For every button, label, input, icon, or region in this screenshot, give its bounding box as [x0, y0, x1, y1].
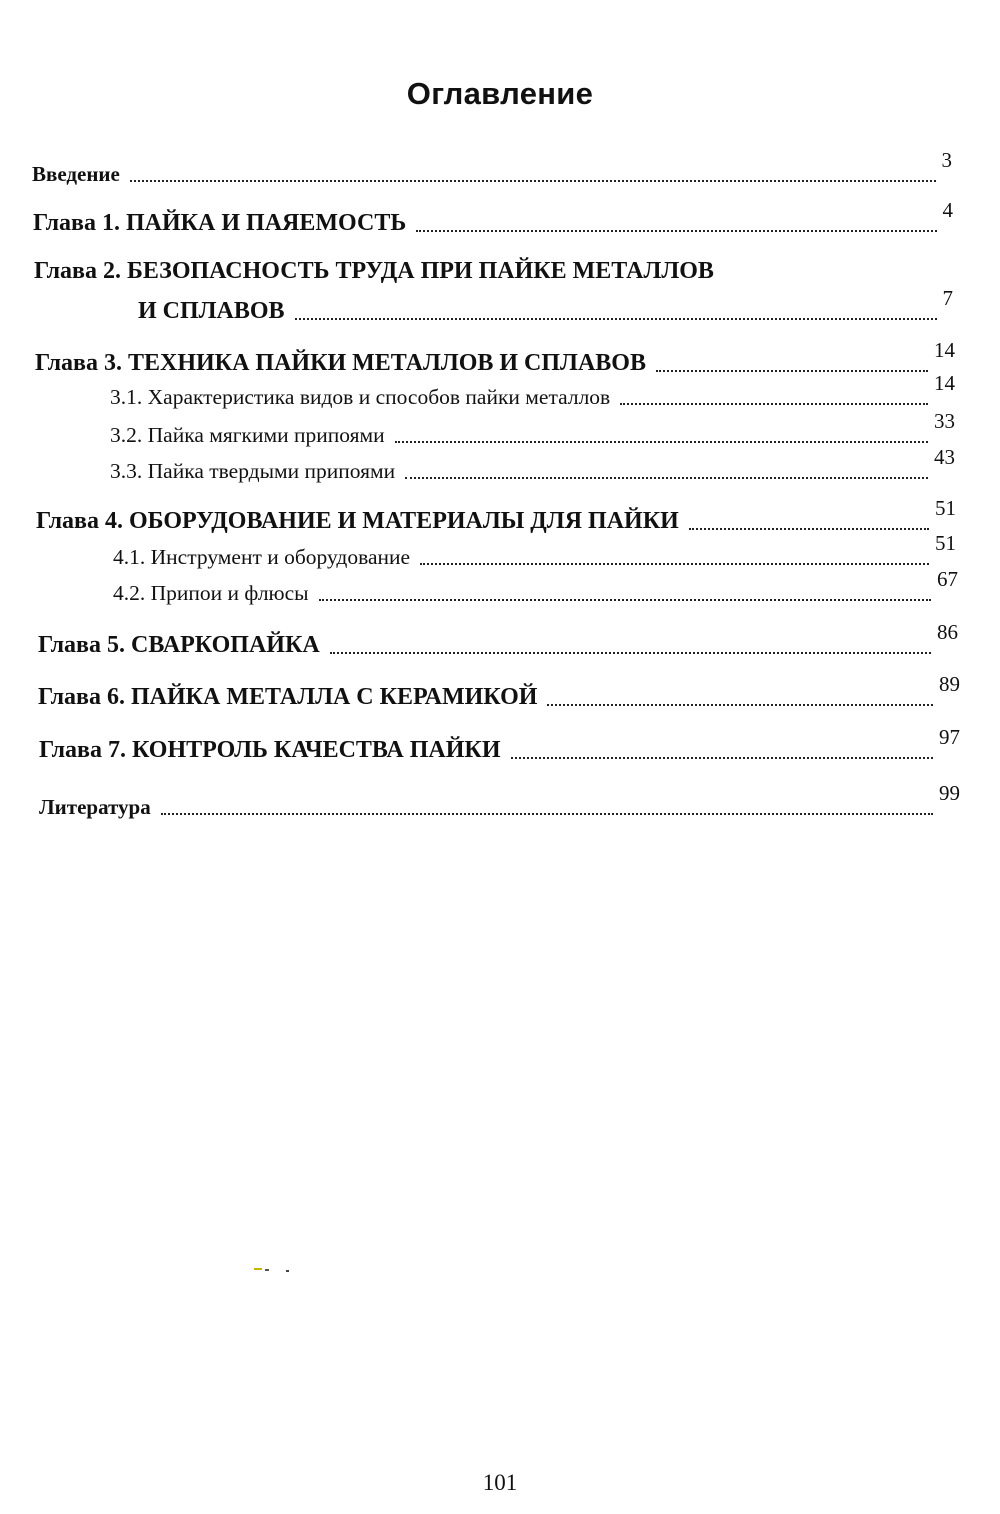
toc-entry-literature[interactable]: [39, 781, 960, 820]
toc-entry-page: 99: [939, 781, 960, 805]
toc-dot-leader: [161, 813, 933, 815]
toc-dot-leader: [656, 370, 928, 372]
toc-dot-leader: [620, 403, 928, 405]
toc-entry-label: Глава 4. ОБОРУДОВАНИЕ И МАТЕРИАЛЫ ДЛЯ ПАЙКИ: [36, 508, 679, 534]
toc-entry-chapter-4[interactable]: [36, 496, 956, 535]
toc-entry-page: 33: [934, 409, 955, 433]
toc-entry-label: 3.1. Характеристика видов и способов пайки металлов: [110, 385, 611, 409]
toc-entry-label: Глава 3. ТЕХНИКА ПАЙКИ МЕТАЛЛОВ И СПЛАВОВ: [35, 350, 646, 376]
print-specks: [254, 1265, 294, 1273]
toc-entry-page: 14: [934, 371, 955, 395]
toc-dot-leader: [130, 180, 936, 182]
toc-entry-label: Литература: [39, 795, 151, 819]
toc-entry-chapter-7[interactable]: [39, 725, 960, 764]
toc-entry-page: 97: [939, 725, 960, 749]
toc-dot-leader: [547, 704, 933, 706]
toc-entry-section-3-3[interactable]: [110, 445, 955, 484]
toc-entry-page: 14: [934, 338, 955, 362]
print-speck: [286, 1270, 289, 1272]
toc-entry-page: 43: [934, 445, 955, 469]
toc-entry-section-3-1[interactable]: [110, 371, 955, 410]
toc-entry-section-4-1[interactable]: [113, 531, 956, 570]
toc-dot-leader: [416, 230, 936, 232]
toc-dot-leader: [319, 599, 931, 601]
toc-entry-chapter-1[interactable]: [33, 198, 953, 237]
toc-entry-label: И СПЛАВОВ: [138, 298, 285, 324]
toc-entry-chapter-6[interactable]: [38, 672, 960, 711]
toc-dot-leader: [330, 652, 931, 654]
toc-entry-label: Введение: [32, 162, 120, 186]
toc-entry-chapter-2-line1[interactable]: Глава 2. БЕЗОПАСНОСТЬ ТРУДА ПРИ ПАЙКЕ МЕТАЛЛОВ: [34, 258, 714, 284]
toc-entry-label: 3.2. Пайка мягкими припоями: [110, 423, 385, 447]
toc-dot-leader: [420, 563, 929, 565]
toc-entry-page: 4: [942, 198, 953, 222]
toc-entry-chapter-3[interactable]: [35, 338, 955, 377]
page-title: Оглавление: [406, 76, 594, 111]
toc-entry-page: 86: [937, 620, 958, 644]
toc-entry-label: Глава 5. СВАРКОПАЙКА: [38, 632, 320, 658]
toc-entry-page: 67: [937, 567, 958, 591]
toc-dot-leader: [511, 757, 934, 759]
toc-entry-label: 3.3. Пайка твердыми припоями: [110, 459, 396, 483]
toc-dot-leader: [405, 477, 928, 479]
toc-dot-leader: [395, 441, 928, 443]
toc-entry-section-3-2[interactable]: [110, 409, 955, 448]
toc-entry-label: 4.1. Инструмент и оборудование: [113, 545, 411, 569]
toc-entry-chapter-5[interactable]: [38, 620, 958, 659]
toc-entry-section-4-2[interactable]: [113, 567, 958, 606]
toc-entry-label: Глава 7. КОНТРОЛЬ КАЧЕСТВА ПАЙКИ: [39, 737, 501, 763]
toc-entry-page: 7: [942, 286, 953, 310]
toc-entry-page: 3: [941, 148, 952, 172]
page-number: 101: [482, 1470, 518, 1495]
toc-entry-introduction[interactable]: [32, 148, 952, 187]
toc-entry-page: 51: [935, 496, 956, 520]
toc-dot-leader: [295, 318, 937, 320]
toc-dot-leader: [689, 528, 929, 530]
toc-entry-label: Глава 6. ПАЙКА МЕТАЛЛА С КЕРАМИКОЙ: [38, 684, 538, 710]
toc-entry-chapter-2[interactable]: [138, 286, 953, 325]
toc-entry-page: 51: [935, 531, 956, 555]
print-speck: [254, 1268, 262, 1270]
toc-entry-page: 89: [939, 672, 960, 696]
toc-entry-label: 4.2. Припои и флюсы: [113, 581, 309, 605]
print-speck: [265, 1269, 269, 1271]
toc-entry-label: Глава 1. ПАЙКА И ПАЯЕМОСТЬ: [33, 210, 407, 236]
